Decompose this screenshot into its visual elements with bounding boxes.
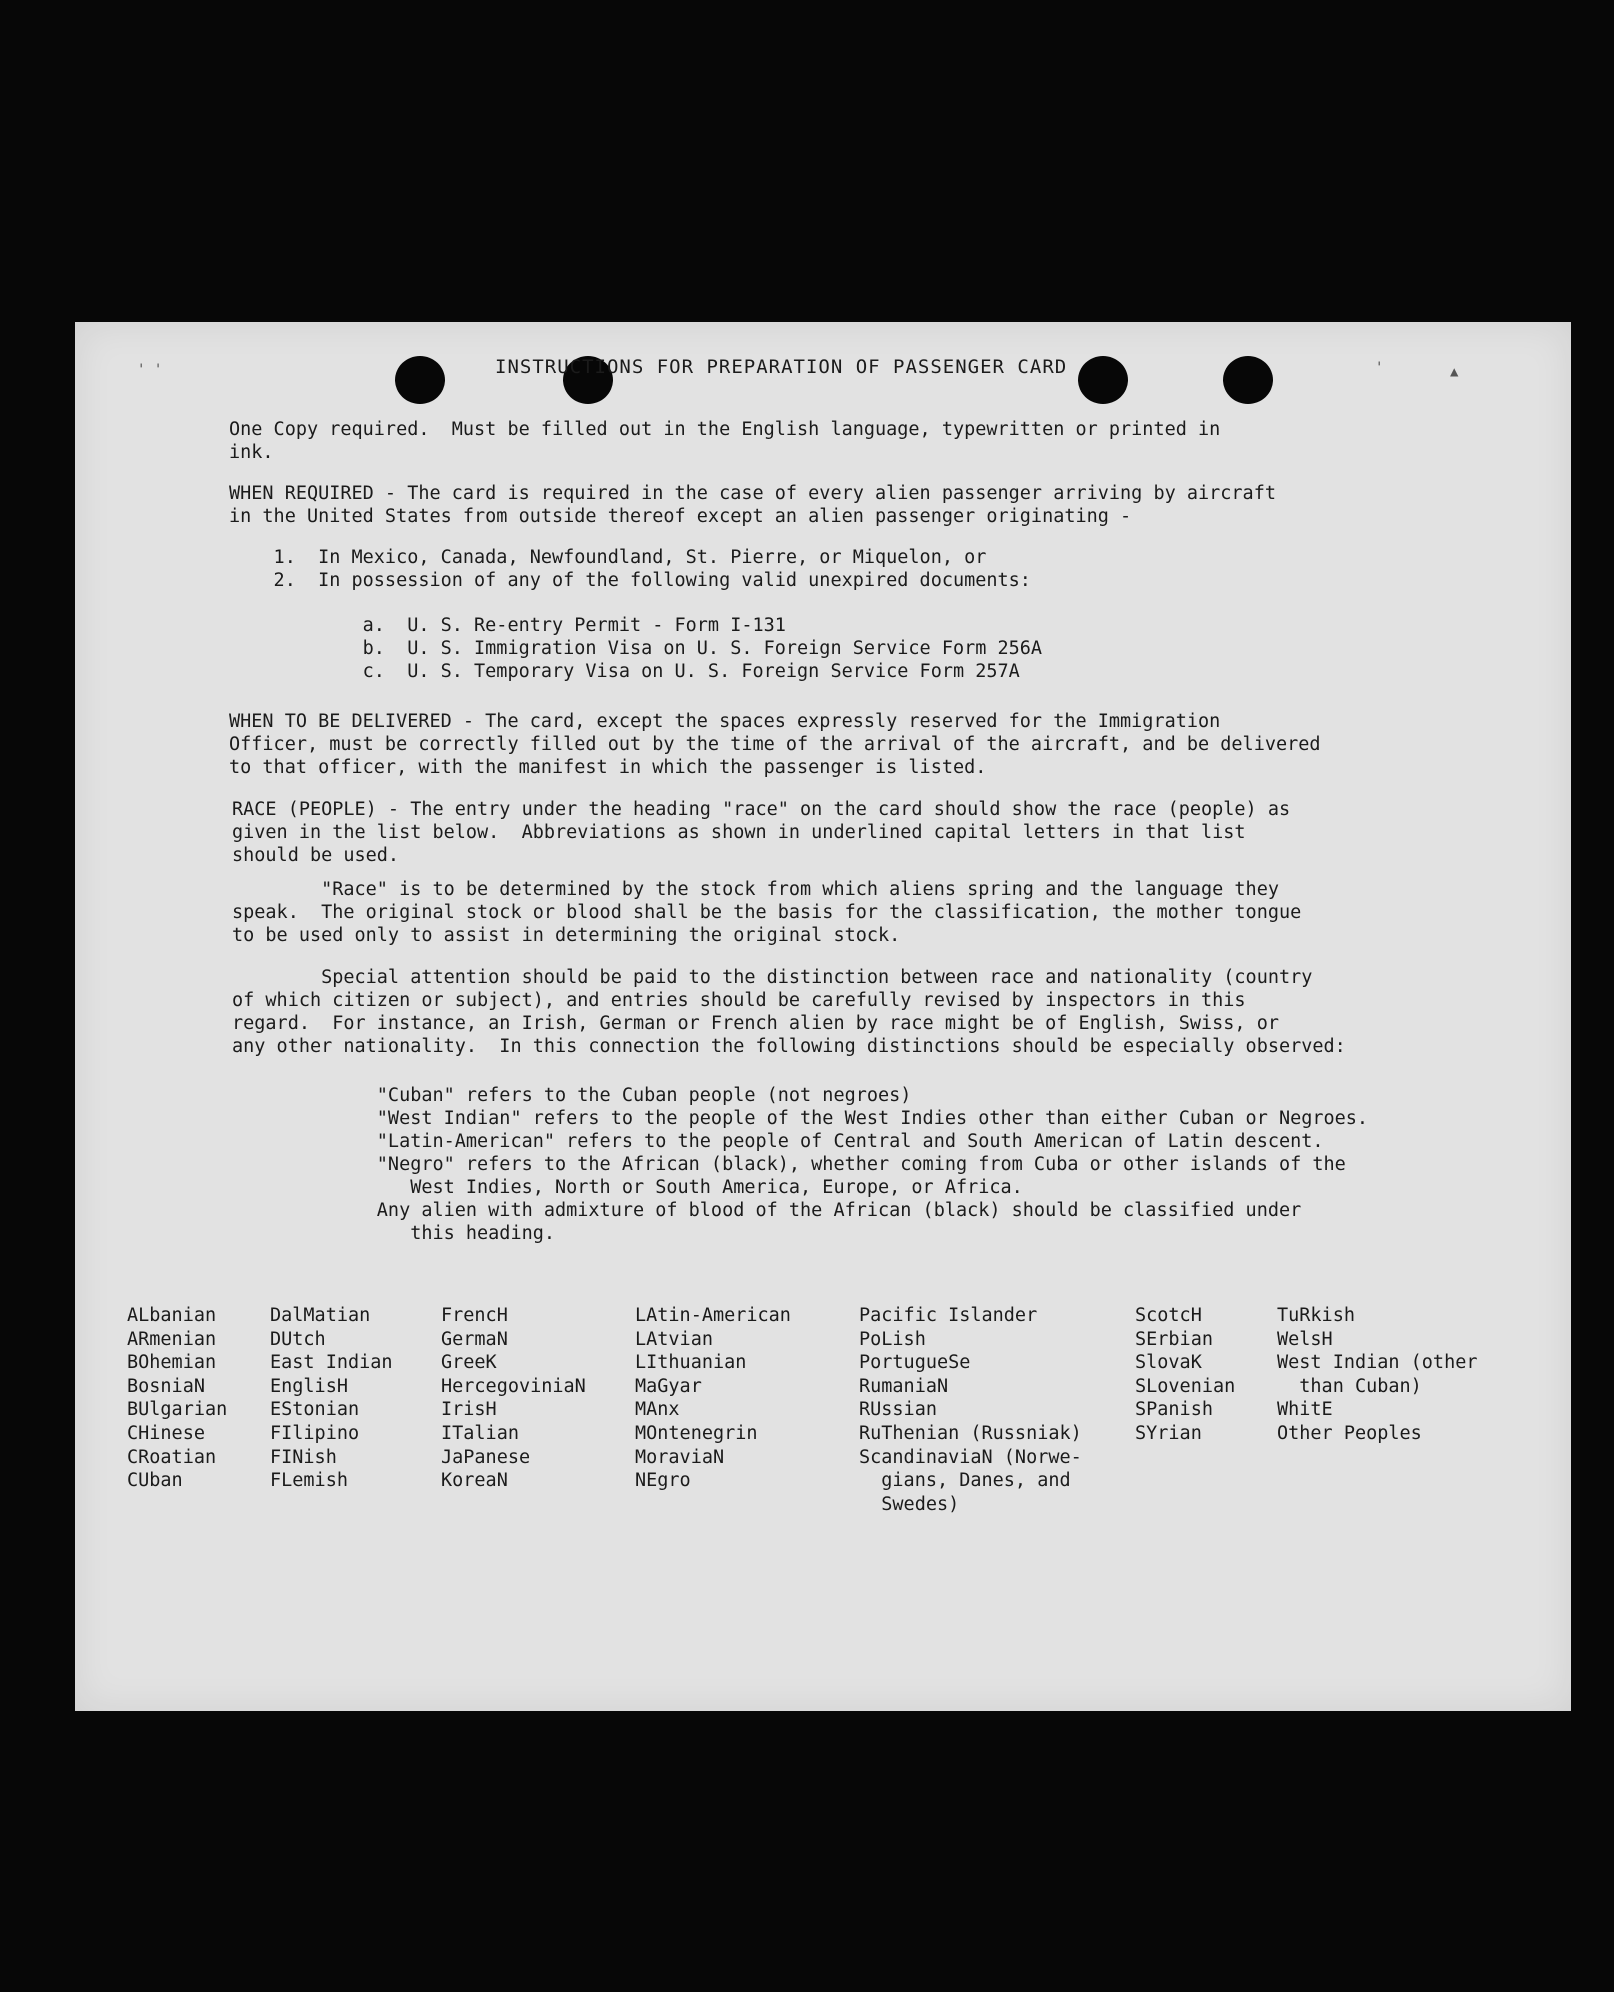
race-entry: MaGyar: [635, 1375, 702, 1397]
race-entry: SPanish: [1135, 1399, 1213, 1421]
race-entry: DUtch: [270, 1328, 326, 1350]
race-entry: BUlgarian: [127, 1399, 228, 1421]
race-entry: CUban: [127, 1470, 183, 1492]
race-entry: LAtvian: [635, 1328, 713, 1350]
race-entry: JaPanese: [441, 1446, 531, 1468]
race-entry: CRoatian: [127, 1446, 217, 1468]
numbered-conditions: 1. In Mexico, Canada, Newfoundland, St. Pierre, or Miquelon, or 2. In possession of any of the following valid unexpired documents:: [273, 547, 1031, 591]
race-entry: EnglisH: [270, 1375, 348, 1397]
race-column: [441, 1304, 586, 1493]
when-delivered-paragraph: WHEN TO BE DELIVERED - The card, except the spaces expressly reserved for the Immigration Officer, must be correctly filled out by the time of the arrival of the aircraft, and be delivered to that officer, with the manifest in which the passenger is listed.: [229, 711, 1321, 778]
race-entry: RumaniaN: [859, 1375, 949, 1397]
race-entry: EStonian: [270, 1399, 360, 1421]
scan-speck: ▲: [1450, 364, 1459, 380]
race-entry: NEgro: [635, 1470, 691, 1492]
race-entry: SErbian: [1135, 1328, 1213, 1350]
passenger-card-instructions: [75, 322, 1571, 1711]
race-entry: LIthuanian: [635, 1352, 747, 1374]
race-entry: FrencH: [441, 1305, 508, 1326]
special-attention-paragraph: Special attention should be paid to the distinction between race and nationality (country of which citizen or subject), and entries should be carefully revised by inspectors in this regard. For instance, an Irish, German or French alien by race might be of English, Swiss, or any other nationality. In this connection the following distinctions should be especially observed:: [232, 967, 1346, 1057]
race-entry: FINish: [270, 1446, 337, 1468]
race-entry: DalMatian: [270, 1305, 371, 1326]
race-entry: ScotcH: [1135, 1305, 1202, 1326]
race-entry: West Indian (other than Cuban): [1277, 1352, 1478, 1397]
race-column: [270, 1304, 393, 1493]
race-entry: Other Peoples: [1277, 1422, 1422, 1444]
race-entry: MoraviaN: [635, 1446, 725, 1468]
race-column: [1135, 1304, 1235, 1446]
race-entry: SLovenian: [1135, 1375, 1236, 1397]
race-people-paragraph: RACE (PEOPLE) - The entry under the heading "race" on the card should show the race (people) as given in the list below. Abbreviations as shown in underlined capital letters in that list should be used.: [232, 799, 1291, 866]
race-entry: RUssian: [859, 1399, 937, 1421]
when-required-paragraph: WHEN REQUIRED - The card is required in the case of every alien passenger arriving by aircraft in the United States from outside thereof except an alien passenger originating -: [229, 483, 1276, 527]
race-entry: East Indian: [270, 1352, 393, 1374]
page-title: INSTRUCTIONS FOR PREPARATION OF PASSENGER CARD: [495, 356, 1068, 378]
distinctions-list: "Cuban" refers to the Cuban people (not negroes) "West Indian" refers to the people of the West Indies other than either Cuban or Negroes. "Latin-American" refers to the people of Central and South American of Latin descent. "Negro" refers to the African (black), whether coming from Cuba or other islands of the West Indies, North or South America, Europe, or Africa. Any alien with admixture of blood of the African (black) should be classified under this heading.: [376, 1085, 1369, 1244]
race-entry: SlovaK: [1135, 1352, 1202, 1374]
race-entry: Pacific Islander: [859, 1305, 1038, 1326]
race-entry: ITalian: [441, 1422, 519, 1444]
race-entry: CHinese: [127, 1422, 205, 1444]
race-entry: BosniaN: [127, 1375, 205, 1397]
race-column: [127, 1304, 227, 1493]
race-entry: MOntenegrin: [635, 1422, 758, 1444]
race-entry: PortugueSe: [859, 1352, 971, 1374]
race-entry: ARmenian: [127, 1328, 217, 1350]
race-entry: BOhemian: [127, 1352, 217, 1374]
race-entry: KoreaN: [441, 1470, 508, 1492]
race-definition-paragraph: "Race" is to be determined by the stock from which aliens spring and the language they speak. The original stock or blood shall be the basis for the classification, the mother tongue to be used only to assist in determining the original stock.: [232, 879, 1302, 946]
race-column: [859, 1304, 1082, 1516]
race-entry: FIlipino: [270, 1422, 360, 1444]
race-entry: WhitE: [1277, 1399, 1333, 1421]
race-entry: MAnx: [635, 1399, 680, 1421]
race-entry: IrisH: [441, 1399, 497, 1421]
race-entry: WelsH: [1277, 1328, 1333, 1350]
scan-speck: ': [1375, 360, 1384, 376]
scan-speck: ' ': [137, 362, 163, 378]
race-entry: RuThenian (Russniak): [859, 1422, 1082, 1444]
race-entry: FLemish: [270, 1470, 348, 1492]
punch-hole: [395, 356, 445, 404]
race-entry: GreeK: [441, 1352, 497, 1374]
race-entry: PoLish: [859, 1328, 926, 1350]
intro-paragraph: One Copy required. Must be filled out in the English language, typewritten or printed in ink.: [229, 419, 1221, 463]
race-entry: GermaN: [441, 1328, 508, 1350]
race-entry: HercegoviniaN: [441, 1375, 586, 1397]
race-entry: TuRkish: [1277, 1305, 1355, 1326]
race-entry: LAtin-American: [635, 1305, 791, 1326]
race-column: [635, 1304, 791, 1493]
document-list: a. U. S. Re-entry Permit - Form I-131 b. U. S. Immigration Visa on U. S. Foreign Service Form 256A c. U. S. Temporary Visa on U. S. Foreign Service Form 257A: [362, 615, 1043, 682]
race-column: [1277, 1304, 1477, 1446]
race-entry: ALbanian: [127, 1305, 217, 1326]
race-entry: ScandinaviaN (Norwe- gians, Danes, and Swedes): [859, 1446, 1082, 1515]
race-entry: SYrian: [1135, 1422, 1202, 1444]
